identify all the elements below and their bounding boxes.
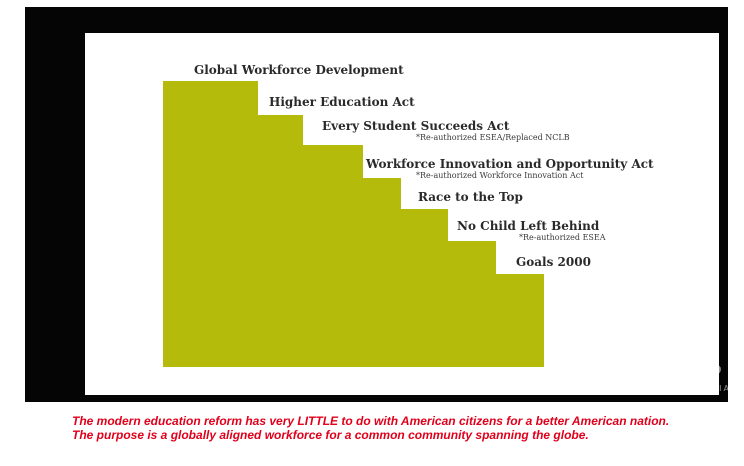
vp-media-watermark — [693, 361, 739, 395]
step-race-to-the-top — [418, 190, 523, 204]
step-title: Every Student Succeeds Act — [322, 119, 510, 133]
step-title: Higher Education Act — [269, 95, 415, 109]
step-title: Workforce Innovation and Opportunity Act — [366, 157, 654, 171]
video-frame[interactable] — [25, 7, 731, 402]
step-title: Race to the Top — [418, 190, 523, 204]
step-higher-education-act — [269, 95, 415, 109]
step-note: *Re-authorized ESEA — [519, 233, 606, 242]
step-note: *Re-authorized ESEA/Replaced NCLB — [416, 133, 570, 142]
step-title: Goals 2000 — [516, 255, 591, 269]
step-global-workforce-development — [194, 63, 404, 77]
watermark-logo: VP — [693, 361, 720, 385]
caption — [72, 414, 732, 442]
slide — [85, 33, 719, 395]
step-every-student-succeeds-act — [322, 119, 570, 142]
step-workforce-innovation-act — [366, 157, 654, 180]
step-title: No Child Left Behind — [457, 219, 600, 233]
staircase-graphic — [85, 33, 719, 395]
step-note: *Re-authorized Workforce Innovation Act — [416, 171, 584, 180]
caption-line-1: The modern education reform has very LITTLE to do with American citizens for a better American nation. — [72, 414, 670, 428]
step-goals-2000 — [516, 255, 591, 269]
watermark-sub: MEDIA — [695, 384, 731, 393]
step-title: Global Workforce Development — [194, 63, 404, 77]
step-no-child-left-behind — [457, 219, 606, 242]
caption-line-2: The purpose is a globally aligned workforce for a common community spanning the globe. — [72, 428, 589, 442]
